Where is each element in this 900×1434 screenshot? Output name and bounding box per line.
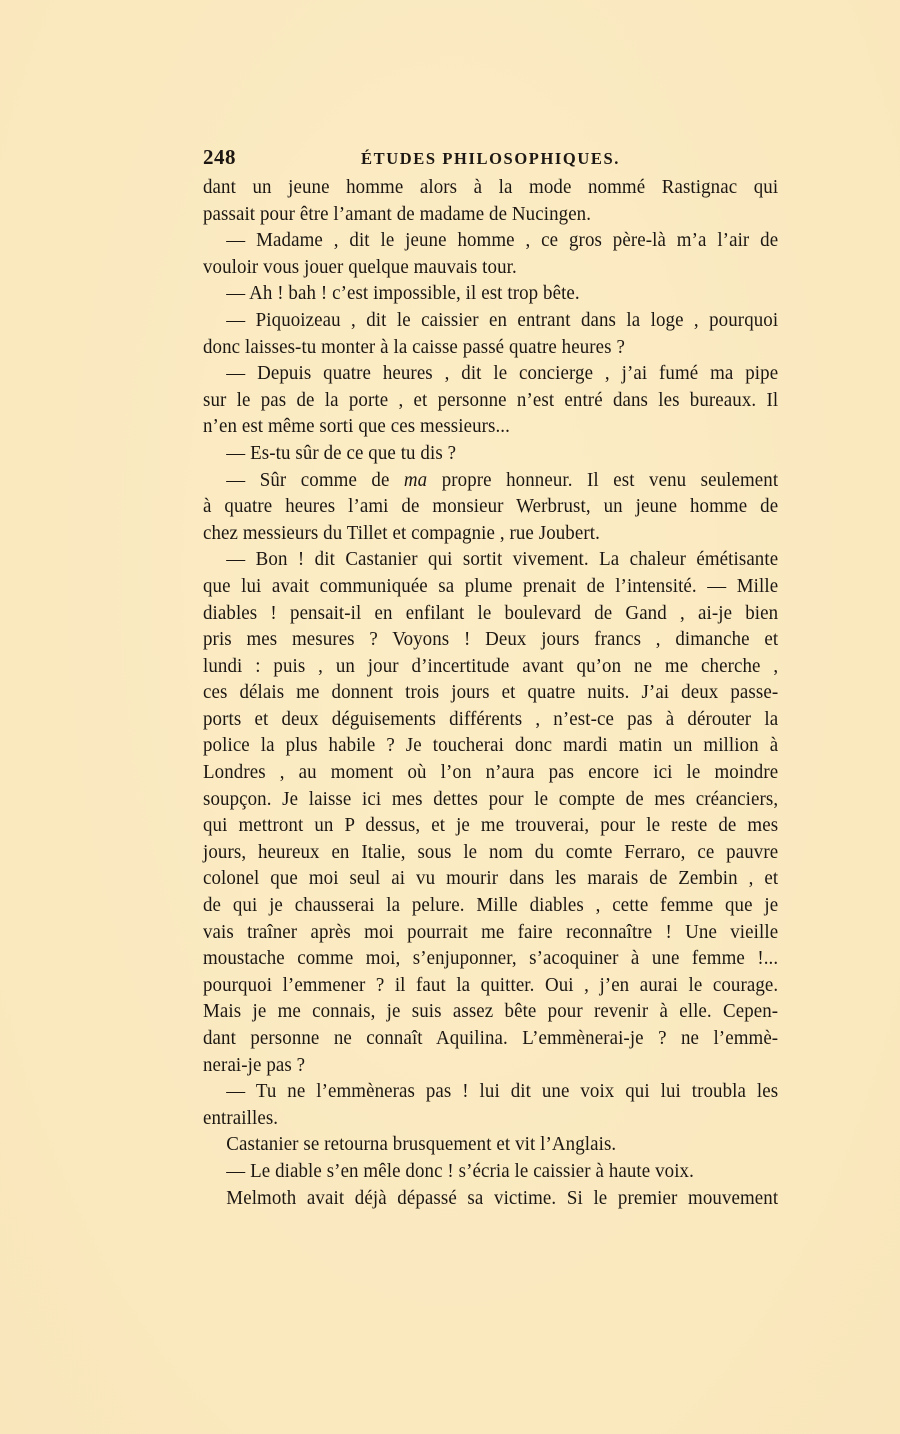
body-text (203, 175, 778, 1212)
text-line (203, 468, 778, 495)
text-line: police la plus habile ? Je toucherai donc mardi matin un million à (203, 735, 779, 757)
text-line: nerai-je pas ? (203, 1054, 306, 1076)
text-line: passait pour être l’amant de madame de Nucingen. (203, 203, 592, 225)
text-line: pourquoi l’emmener ? il faut la quitter. Oui , j’en aurai le courage. (203, 974, 779, 996)
text-line: ports et deux déguisements différents , n’est-ce pas à dérouter la (203, 708, 779, 730)
book-page (203, 145, 778, 1212)
text-line: diables ! pensait-il en enfilant le boulevard de Gand , ai-je bien (203, 602, 779, 624)
text-line: — Piquoizeau , dit le caissier en entrant dans la loge , pourquoi (226, 309, 779, 331)
text-line: Castanier se retourna brusquement et vit l’Anglais. (226, 1134, 617, 1156)
text-line: entrailles. (203, 1107, 279, 1129)
text-line: vouloir vous jouer quelque mauvais tour. (203, 256, 517, 278)
text-line: sur le pas de la porte , et personne n’est entré dans les bureaux. Il (203, 389, 779, 411)
text-line: — Bon ! dit Castanier qui sortit vivement. La chaleur émétisante (226, 549, 779, 571)
text-line: — Depuis quatre heures , dit le concierge , j’ai fumé ma pipe (226, 363, 779, 385)
text-line: chez messieurs du Tillet et compagnie , rue Joubert. (203, 522, 600, 544)
text-line: donc laisses-tu monter à la caisse passé quatre heures ? (203, 336, 625, 358)
text-line: à quatre heures l’ami de monsieur Werbrust, un jeune homme de (203, 496, 779, 518)
running-head (203, 145, 778, 175)
text-line: dant personne ne connaît Aquilina. L’emmènerai-je ? ne l’emmè- (203, 1028, 779, 1049)
italic-emphasis: ma (403, 469, 428, 491)
text-run: propre honneur. Il est venu seulement (427, 469, 779, 491)
text-line: pris mes mesures ? Voyons ! Deux jours francs , dimanche et (203, 629, 779, 651)
text-line: ces délais me donnent trois jours et quatre nuits. J’ai deux passe- (203, 682, 779, 704)
text-line: que lui avait communiquée sa plume prenait de l’intensité. — Mille (203, 575, 779, 597)
text-line: Mais je me connais, je suis assez bête pour revenir à elle. Cepen- (203, 1001, 779, 1023)
text-line: n’en est même sorti que ces messieurs... (203, 416, 510, 438)
text-line: de qui je chausserai la pelure. Mille diables , cette femme que je (203, 895, 779, 917)
page-number: 248 (203, 145, 236, 169)
text-line: vais traîner après moi pourrait me faire reconnaître ! Une vieille (203, 921, 779, 943)
text-line: lundi : puis , un jour d’incertitude avant qu’on ne me cherche , (203, 655, 779, 677)
text-line: — Madame , dit le jeune homme , ce gros père-là m’a l’air de (226, 230, 779, 252)
text-line: Londres , au moment où l’on n’aura pas encore ici le moindre (203, 762, 779, 784)
text-line: — Tu ne l’emmèneras pas ! lui dit une voix qui lui troubla les (226, 1081, 779, 1103)
text-line: — Ah ! bah ! c’est impossible, il est trop bête. (226, 283, 580, 305)
running-title: ÉTUDES PHILOSOPHIQUES. (361, 149, 620, 168)
text-line: — Es-tu sûr de ce que tu dis ? (226, 442, 457, 464)
text-line: Melmoth avait déjà dépassé sa victime. Si le premier mouvement (226, 1187, 779, 1209)
text-line: moustache comme moi, s’enjuponner, s’acoquiner à une femme !... (203, 948, 779, 970)
text-line: qui mettront un P dessus, et je me trouverai, pour le reste de mes (203, 815, 779, 837)
text-line: dant un jeune homme alors à la mode nommé Rastignac qui (203, 177, 779, 198)
text-line: colonel que moi seul ai vu mourir dans les marais de Zembin , et (203, 868, 779, 890)
text-line: — Le diable s’en mêle donc ! s’écria le caissier à haute voix. (226, 1160, 694, 1182)
text-line: jours, heureux en Italie, sous le nom du comte Ferraro, ce pauvre (203, 841, 779, 863)
text-run: — Sûr comme de (226, 469, 404, 491)
text-line: soupçon. Je laisse ici mes dettes pour le compte de mes créanciers, (203, 788, 779, 810)
